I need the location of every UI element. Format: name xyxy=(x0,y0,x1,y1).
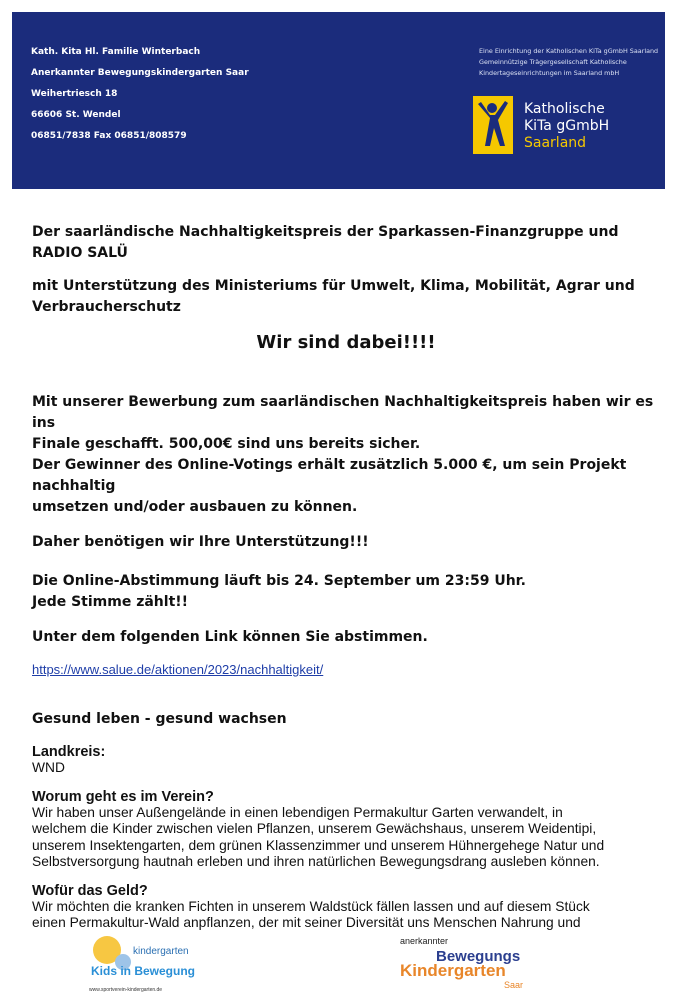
left-logo-line2: Kids in Bewegung xyxy=(91,964,195,978)
city: 66606 St. Wendel xyxy=(31,110,121,120)
kids-in-bewegung-logo-icon xyxy=(85,930,195,995)
project-title: Gesund leben - gesund wachsen xyxy=(32,711,287,727)
answer-line: einen Permakultur-Wald anpflanzen, der mit seiner Diversität uns Menschen Nahrung und xyxy=(32,915,581,930)
headline: Wir sind dabei!!!! xyxy=(256,332,436,353)
vote-each-counts: Jede Stimme zählt!! xyxy=(32,594,189,610)
phone-fax: 06851/7838 Fax 06851/808579 xyxy=(31,131,187,141)
answer-line: Wir möchten die kranken Fichten in unserem Waldstück fällen lassen und auf diesem Stück xyxy=(32,898,590,914)
answer-line: welchem die Kinder zwischen vielen Pflanzen, unserem Gewächshaus, unserem Weidentipi, xyxy=(32,821,597,836)
vote-deadline: Die Online-Abstimmung läuft bis 24. September um 23:59 Uhr. xyxy=(32,573,526,589)
question-verein: Worum geht es im Verein? xyxy=(32,788,214,805)
para-line: Finale geschafft. 500,00€ sind uns bereits sicher. xyxy=(32,436,421,452)
right-logo-line1: anerkannter xyxy=(400,936,449,946)
left-logo-url: www.sportverein-kindergarten.de xyxy=(89,987,163,993)
brand-line: Katholische xyxy=(524,101,605,117)
org-line: Gemeinnützige Trägergesellschaft Katholische xyxy=(479,58,627,66)
kita-name: Kath. Kita Hl. Familie Winterbach xyxy=(31,47,201,57)
para-line: umsetzen und/oder ausbauen zu können. xyxy=(32,499,358,515)
address-block xyxy=(31,42,249,147)
left-logo-line1: kindergarten xyxy=(133,946,189,957)
right-logo-line4: Saar xyxy=(504,980,524,990)
brand-name xyxy=(524,101,609,152)
kita-subtitle: Anerkannter Bewegungskindergarten Saar xyxy=(31,68,249,78)
support-text: Daher benötigen wir Ihre Unterstützung!!! xyxy=(32,534,369,550)
link-intro: Unter dem folgenden Link können Sie abstimmen. xyxy=(32,629,428,645)
para-line: Mit unserer Bewerbung zum saarländischen Nachhaltigkeitspreis haben wir es ins xyxy=(32,394,654,431)
brand-line: KiTa gGmbH xyxy=(524,118,610,134)
org-line: Kindertageseinrichtungen im Saarland mbH xyxy=(479,69,620,77)
bewegungskindergarten-logo-icon xyxy=(398,935,533,990)
answer-line: Selbstversorgung hautnah erleben und ihren natürlichen Bewegungsdrang ausleben können. xyxy=(32,854,600,869)
street: Weihertriesch 18 xyxy=(31,89,118,99)
org-line: Eine Einrichtung der Katholischen KiTa gGmbH Saarland xyxy=(479,47,659,55)
para-line: Der Gewinner des Online-Votings erhält zusätzlich 5.000 €, um sein Projekt nachhaltig xyxy=(32,457,627,494)
landkreis-label: Landkreis: xyxy=(32,744,106,760)
landkreis-value: WND xyxy=(32,760,65,775)
org-info xyxy=(479,46,658,79)
kita-figure-logo-icon xyxy=(473,96,513,154)
intro-line-1: Der saarländische Nachhaltigkeitspreis der Sparkassen-Finanzgruppe und RADIO SALÜ xyxy=(32,224,619,261)
voting-link[interactable]: https://www.salue.de/aktionen/2023/nachhaltigkeit/ xyxy=(32,662,324,677)
brand-line: Saarland xyxy=(524,135,587,151)
right-logo-line3: Kindergarten xyxy=(400,961,506,980)
answer-line: Wir haben unser Außengelände in einen lebendigen Permakultur Garten verwandelt, in xyxy=(32,804,563,820)
answer-line: unserem Insektengarten, dem grünen Klassenzimmer und unserem Hühnergehege Natur und xyxy=(32,837,605,853)
letterhead xyxy=(12,12,665,189)
right-logo-line2: Bewegungs xyxy=(436,948,521,965)
letter-body xyxy=(32,222,660,932)
intro-line-2: mit Unterstützung des Ministeriums für Umwelt, Klima, Mobilität, Agrar und Verbraucherschutz xyxy=(32,278,635,315)
question-geld: Wofür das Geld? xyxy=(32,882,148,899)
